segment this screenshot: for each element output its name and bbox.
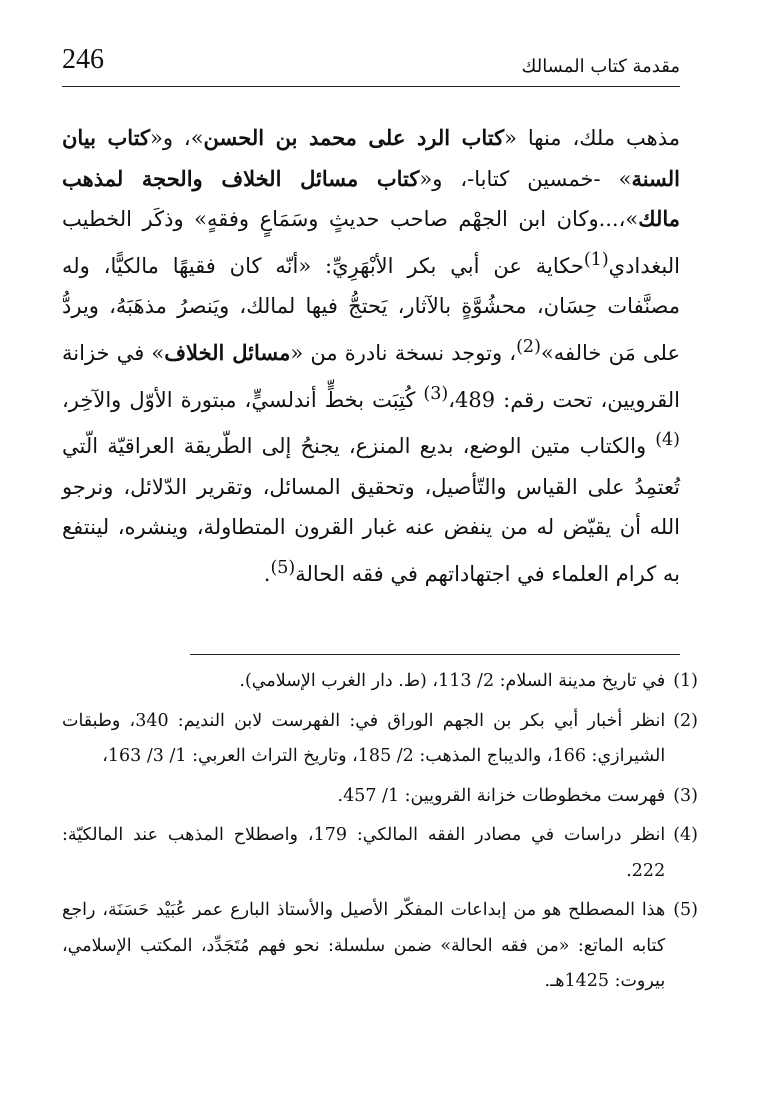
footnote-number: (5) [673,900,698,920]
footnote-ref-5[interactable]: (5) [270,557,296,578]
footnote-ref-2[interactable]: (2) [516,336,541,357]
body-text: »، و« [150,126,204,150]
body-text: والكتاب متين الوضع، بديع المنزع، يجنحُ إلى الطّريقة العراقيّة الّتي تُعتمِدُ على القياس والتّأصيل، وتحقيق المسائل، وتقرير الدّلائل، ونرجو الله أن يقيّض له من ينفض عنه غبار القرون المتطاولة، وينشره، لينتفع به كرام العلماء في اجتهاداتهم في فقه الحالة [62,434,680,586]
footnote-ref-4[interactable]: (4) [655,430,680,451]
bold-book-title: كتاب الرد على محمد بن الحسن [203,125,505,150]
body-text: . [263,561,271,586]
main-paragraph [62,118,680,595]
bold-book-title: كتاب بيان السنة [62,125,680,191]
page-number: 246 [62,44,104,75]
bold-book-title: مسائل الخلاف [164,339,291,365]
body-text: كُتِبَت بخطٍّ أندلسيٍّ، مبتورة الأوّل والآخِر، [62,387,424,412]
footnote-item [62,818,698,889]
footnote-separator [190,654,680,655]
body-text: » -خمسين كتابا-، و« [419,166,632,191]
footnote-item [62,893,698,1000]
footnote-number: (2) [673,710,698,731]
footnote-number: (3) [673,785,698,806]
footnote-item [62,704,698,775]
footnote-text: هذا المصطلح هو من إبداعات المفكّر الأصيل والأستاذ البارع عمر عُبَيْد حَسَنَة، راجع كتابه الماتع: «من فقه الحالة» ضمن سلسلة: نحو فهم مُتَجَدِّد، المكتب الإسلامي، بيروت: 1425هـ. [62,900,666,991]
footnote-ref-3[interactable]: (3) [423,383,449,404]
body-text: مذهب ملك، منها « [504,126,680,150]
footnote-ref-1[interactable]: (1) [583,249,609,270]
footnote-text: انظر دراسات في مصادر الفقه المالكي: 179، واصطلاح المذهب عند المالكيّة: 222. [62,825,666,881]
footnote-text: انظر أخبار أبي بكر بن الجهم الوراق في: الفهرست لابن النديم: 340، وطبقات الشيرازي: 166، والديباج المذهب: 2/ 185، وتاريخ التراث العربي: 1/ 3/ 163، [62,710,666,766]
running-title: مقدمة كتاب المسالك [521,56,680,77]
bold-book-title: كتاب مسائل الخلاف والحجة لمذهب مالك [62,165,680,232]
body-text: ، وتوجد نسخة نادرة من « [290,340,517,365]
footnote-number: (1) [673,671,698,691]
footnote-number: (4) [673,825,698,845]
body-text: »،...وكان ابن الجهْم صاحب حديثٍ وسَمَاعٍ وفقهٍ» وذكَر الخطيب البغدادي [62,207,680,278]
body-text: » في خزانة القرويين، تحت رقم: 489، [62,340,680,412]
footnote-text: في تاريخ مدينة السلام: 2/ 113، (ط. دار الغرب الإسلامي). [239,671,666,691]
page-header [62,42,680,87]
footnote-text: فهرست مخطوطات خزانة القرويين: 1/ 457. [337,785,666,806]
footnotes [62,664,698,1004]
footnote-item [62,664,698,700]
body-text: حكاية عن أبي بكر الأبْهَرِيِّ: «أنّه كان فقيهًا مالكيًّا، وله مصنَّفات حِسَان، محشُوَّةٍ بالآثار، يَحتجُّ فيها لمالك، ويَنصرُ مذهَبَهُ، ويردُّ على مَن خالفه» [62,253,680,365]
footnote-item [62,779,698,815]
